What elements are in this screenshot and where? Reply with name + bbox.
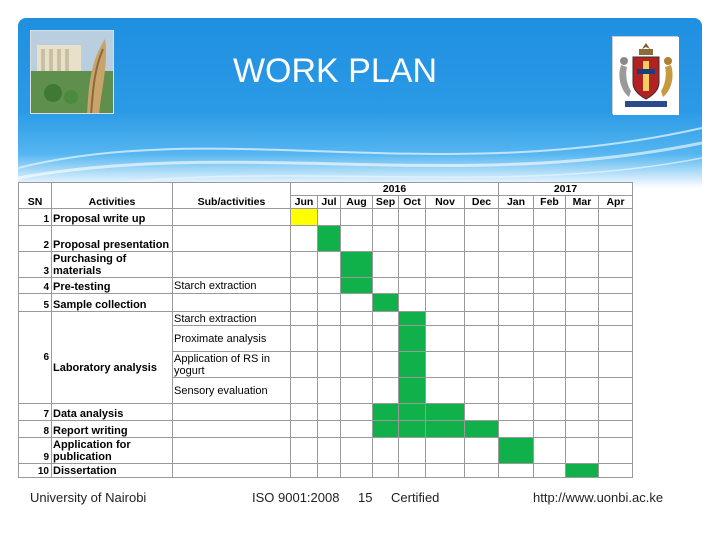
row-activity: Proposal write up (52, 209, 173, 226)
footer-page-number: 15 (358, 490, 373, 505)
table-row (19, 294, 633, 312)
table-row (19, 312, 633, 326)
schedule-cell-active (399, 421, 426, 438)
row-activity: Report writing (52, 421, 173, 438)
table-row (19, 252, 633, 278)
row-subactivity: Starch extraction (173, 278, 291, 294)
table-row (19, 421, 633, 438)
row-activity: Data analysis (52, 404, 173, 421)
month-header: Aug (341, 196, 373, 209)
row-subactivity (173, 209, 291, 226)
month-header: Apr (599, 196, 633, 209)
year-header-2016: 2016 (291, 183, 499, 196)
month-header: Nov (426, 196, 465, 209)
header-banner (18, 18, 702, 188)
row-activity: Proposal presentation (52, 226, 173, 252)
schedule-cell-active (399, 352, 426, 378)
table-row (19, 226, 633, 252)
header-subactivities: Sub/activities (173, 183, 291, 209)
schedule-cell-active (318, 226, 341, 252)
month-header: Mar (566, 196, 599, 209)
row-activity: Purchasing of materials (52, 252, 173, 278)
month-header: Jun (291, 196, 318, 209)
row-activity: Pre-testing (52, 278, 173, 294)
row-subactivity: Application of RS in yogurt (173, 352, 291, 378)
schedule-cell-active (499, 438, 534, 464)
row-subactivity (173, 421, 291, 438)
row-sn: 8 (19, 421, 52, 438)
year-header-2017: 2017 (499, 183, 633, 196)
row-subactivity: Starch extraction (173, 312, 291, 326)
footer-url[interactable]: http://www.uonbi.ac.ke (533, 490, 664, 505)
footer-certified: Certified (391, 490, 440, 505)
month-header: Jul (318, 196, 341, 209)
month-header: Sep (373, 196, 399, 209)
row-subactivity (173, 226, 291, 252)
schedule-cell-active (373, 294, 399, 312)
row-sn: 6 (19, 312, 52, 404)
header-wave-decoration (18, 18, 702, 188)
row-activity: Dissertation (52, 464, 173, 478)
table-row (19, 278, 633, 294)
header-sn: SN (19, 183, 52, 209)
table-row (19, 438, 633, 464)
schedule-cell-active (399, 312, 426, 326)
campus-sculpture-photo (30, 30, 114, 114)
row-activity: Sample collection (52, 294, 173, 312)
row-sn: 3 (19, 252, 52, 278)
month-header: Feb (534, 196, 566, 209)
month-header: Oct (399, 196, 426, 209)
slide-title: WORK PLAN (232, 52, 438, 90)
footer-iso: ISO 9001:2008 (252, 490, 340, 505)
row-subactivity (173, 464, 291, 478)
row-subactivity (173, 438, 291, 464)
schedule-cell-active (373, 404, 399, 421)
schedule-cell-active (399, 404, 426, 421)
row-sn: 9 (19, 438, 52, 464)
schedule-cell-active (291, 209, 318, 226)
schedule-cell-active (426, 421, 465, 438)
row-sn: 5 (19, 294, 52, 312)
schedule-cell-active (341, 252, 373, 278)
row-subactivity (173, 294, 291, 312)
row-sn: 4 (19, 278, 52, 294)
table-row (19, 209, 633, 226)
table-row (19, 464, 633, 478)
row-sn: 1 (19, 209, 52, 226)
university-coat-of-arms (612, 36, 678, 114)
row-sn: 7 (19, 404, 52, 421)
row-sn: 10 (19, 464, 52, 478)
work-plan-gantt-table (18, 182, 633, 478)
row-subactivity (173, 252, 291, 278)
schedule-cell-active (566, 464, 599, 478)
schedule-cell-active (465, 421, 499, 438)
schedule-cell-active (399, 326, 426, 352)
row-activity: Application for publication (52, 438, 173, 464)
row-subactivity: Proximate analysis (173, 326, 291, 352)
row-subactivity (173, 404, 291, 421)
header-activities: Activities (52, 183, 173, 209)
month-header: Jan (499, 196, 534, 209)
schedule-cell-active (426, 404, 465, 421)
row-sn: 2 (19, 226, 52, 252)
schedule-cell-active (373, 421, 399, 438)
schedule-cell-active (399, 378, 426, 404)
schedule-cell-active (341, 278, 373, 294)
row-subactivity: Sensory evaluation (173, 378, 291, 404)
footer-university: University of Nairobi (30, 490, 147, 505)
table-row (19, 404, 633, 421)
month-header: Dec (465, 196, 499, 209)
row-activity: Laboratory analysis (52, 312, 173, 404)
